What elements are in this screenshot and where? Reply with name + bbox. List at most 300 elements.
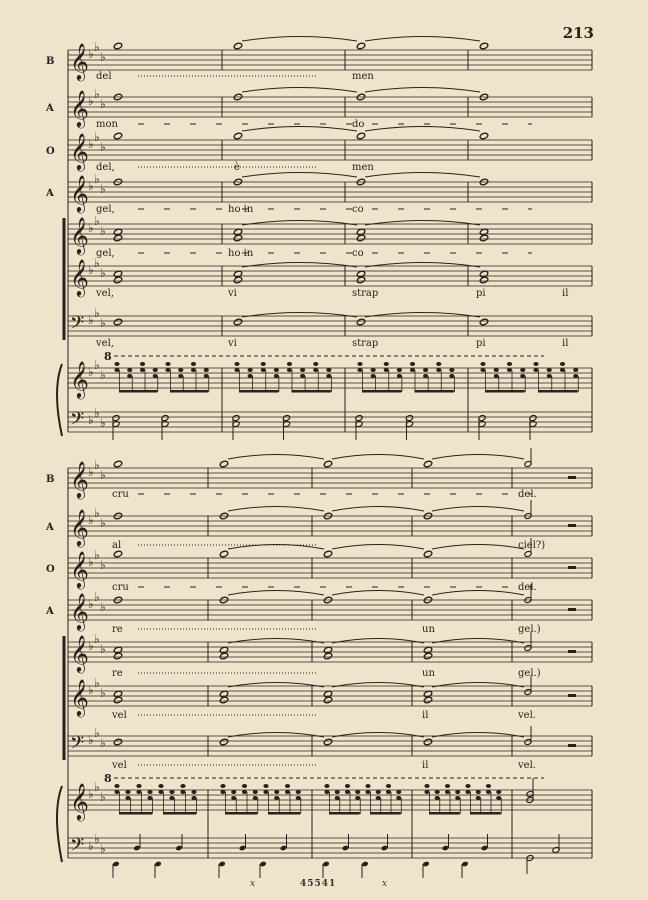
piano-note [436,368,441,372]
piano-note [410,362,415,366]
lyric-syllable: del [96,71,112,82]
lyric-syllable: del. [518,582,537,593]
whole-note [219,550,228,558]
whole-note [233,318,242,326]
whole-note [323,696,332,704]
piano-note [507,368,512,372]
piano-note [300,368,305,372]
treble-clef-icon: 𝄞 [70,508,89,546]
piano-note [423,374,428,378]
voice-label: B [46,56,55,67]
flat-icon: ♭ [94,590,100,604]
piano-note [285,784,290,788]
piano-note [449,368,454,372]
tie-arc [242,88,357,93]
flat-icon: ♭ [100,316,106,330]
flat-icon: ♭ [88,313,94,327]
piano-note [386,790,391,794]
treble-clef-icon: 𝄞 [70,216,89,254]
piano-note [396,796,401,800]
flat-icon: ♭ [100,790,106,804]
beam [268,812,300,815]
beam [362,390,401,393]
lyric-syllable: gel, [96,204,115,215]
piano-note [335,790,340,794]
piano-note [296,796,301,800]
piano-note [234,368,239,372]
piano-note [335,796,340,800]
piano-note [125,790,130,794]
flat-icon: ♭ [88,733,94,747]
piano-note [496,796,501,800]
bass-clef-icon: 𝄢 [70,313,85,338]
whole-note [423,652,432,660]
whole-note [423,460,432,468]
tie-arc [432,455,524,460]
flat-icon: ♭ [94,832,100,846]
lyric-syllable: vel, [96,288,114,299]
piano-note [435,790,440,794]
piano-note [165,362,170,366]
piano-note [436,362,441,366]
treble-clef-icon: 𝄞 [70,460,89,498]
whole-note [113,460,122,468]
piano-note [455,796,460,800]
piano-note [114,790,119,794]
whole-note [113,42,122,50]
piano-note [357,368,362,372]
tie-arc [228,455,324,460]
whole-note [233,276,242,284]
piano-note [480,362,485,366]
treble-clef-icon: 𝄞 [70,174,89,212]
piano-note [386,784,391,788]
flat-icon: ♭ [94,676,100,690]
flat-icon: ♭ [88,47,94,61]
piano-note [231,796,236,800]
lyric-syllable: vel [112,710,127,721]
piano-note [520,368,525,372]
piano-note [191,790,196,794]
piano-note [324,790,329,794]
flat-icon: ♭ [88,683,94,697]
piano-note [424,784,429,788]
flat-icon: ♭ [88,179,94,193]
piano-note [573,368,578,372]
lyric-syllable: ciel?) [518,540,546,551]
piano-note [114,368,119,372]
flat-icon: ♭ [100,468,106,482]
treble-clef-icon: 𝄞 [70,782,89,820]
flat-icon: ♭ [100,97,106,111]
flat-icon: ♭ [100,842,106,856]
piano-note [355,790,360,794]
piano-note [136,784,141,788]
lyric-syllable: men [352,71,374,82]
piano-note [114,362,119,366]
piano-note [365,790,370,794]
piano-note [533,362,538,366]
flat-icon: ♭ [88,221,94,235]
half-rest [568,566,576,569]
lyric-syllable: è [234,162,240,173]
beam [225,812,257,815]
piano-note [140,368,145,372]
whole-note [113,550,122,558]
voice-label: A [46,606,54,617]
voice-label: O [46,146,55,157]
piano-note [486,784,491,788]
piano-note [371,368,376,372]
treble-clef-icon: 𝄞 [70,42,89,80]
beam [239,390,278,393]
flat-icon: ♭ [94,506,100,520]
piano-note [355,796,360,800]
piano-note [480,368,485,372]
lyric-syllable: strap [352,288,379,299]
flat-icon: ♭ [100,140,106,154]
vocal-staff [68,600,592,620]
piano-note [114,784,119,788]
vocal-staff [68,140,592,160]
whole-note [113,696,122,704]
lyric-syllable: re [112,668,123,679]
flat-icon: ♭ [94,406,100,420]
flat-icon: ♭ [94,306,100,320]
flat-icon: ♭ [94,214,100,228]
treble-clef-icon: 𝄞 [70,678,89,716]
piano-note [507,362,512,366]
piano-note [445,790,450,794]
half-rest [568,476,576,479]
lyric-syllable: vi [228,338,237,349]
whole-note [323,738,332,746]
piano-note [560,368,565,372]
tie-arc [228,507,324,512]
piano-note [384,362,389,366]
lyric-syllable: il [422,710,429,721]
lyric-syllable: strap [352,338,379,349]
lyric-syllable: cru [112,582,129,593]
piano-treble-staff [68,790,592,810]
vocal-staff [68,516,592,536]
piano-note [449,374,454,378]
flat-icon: ♭ [100,736,106,750]
piano-note [191,362,196,366]
flat-icon: ♭ [88,137,94,151]
treble-clef-icon: 𝄞 [70,592,89,630]
piano-note [274,796,279,800]
voice-label: O [46,564,55,575]
piano-note [261,368,266,372]
piano-note [410,368,415,372]
tie-arc [332,591,424,596]
lyric-syllable: un [422,624,435,635]
beam [329,812,360,815]
piano-note [180,790,185,794]
flat-icon: ♭ [100,416,106,430]
piano-note [147,790,152,794]
beam [470,812,501,815]
piano-note [178,374,183,378]
lyric-syllable: gel, [96,248,115,259]
lyric-syllable: un [422,668,435,679]
treble-clef-icon: 𝄞 [70,360,89,398]
piano-note [547,368,552,372]
piano-note [231,790,236,794]
whole-note [219,738,228,746]
footer-mark-left: x [250,879,257,889]
lyric-syllable: al [112,540,122,551]
flat-icon: ♭ [100,224,106,238]
piano-note [345,784,350,788]
piano-note [263,784,268,788]
beam [292,390,331,393]
piano-note [248,368,253,372]
flat-icon: ♭ [94,40,100,54]
whole-note [423,738,432,746]
tie-arc [228,591,324,596]
vocal-staff [68,266,592,286]
flat-icon: ♭ [100,642,106,656]
lyric-syllable: il [562,338,569,349]
piano-note [178,368,183,372]
whole-note [356,132,365,140]
flat-icon: ♭ [88,513,94,527]
flat-icon: ♭ [94,130,100,144]
piano-note [486,790,491,794]
piano-note [397,368,402,372]
piano-note [140,362,145,366]
tie-arc [332,455,424,460]
flat-icon: ♭ [94,458,100,472]
vocal-staff [68,182,592,202]
piano-note [397,374,402,378]
piano-note [158,784,163,788]
treble-clef-icon: 𝄞 [70,258,89,296]
whole-note [113,652,122,660]
whole-note [479,132,488,140]
whole-note [479,318,488,326]
whole-note [113,738,122,746]
piano-note [371,374,376,378]
half-rest [568,694,576,697]
piano-note [242,784,247,788]
footer-mark-right: x [382,879,389,889]
beam [485,390,525,393]
whole-note [323,550,332,558]
page-number: 213 [562,24,594,42]
lyric-syllable: gel.) [518,624,541,635]
piano-note [476,790,481,794]
tie-arc [332,507,424,512]
beam [415,390,454,393]
flat-icon: ♭ [88,365,94,379]
piano-note [261,362,266,366]
treble-clef-icon: 𝄞 [70,89,89,127]
lyric-syllable: co [352,248,364,259]
lyric-syllable: vel. [518,710,536,721]
piano-note [560,362,565,366]
flat-icon: ♭ [100,686,106,700]
beam [119,812,152,815]
flat-icon: ♭ [88,94,94,108]
treble-clef-icon: 𝄞 [70,132,89,170]
whole-note [356,276,365,284]
piano-note [169,796,174,800]
piano-note [435,796,440,800]
whole-note [219,460,228,468]
piano-note [533,368,538,372]
tie-arc [242,37,357,42]
whole-note [219,652,228,660]
piano-note [496,790,501,794]
whole-note [356,42,365,50]
piano-brace [57,786,62,862]
flat-icon: ♭ [94,632,100,646]
flat-icon: ♭ [100,368,106,382]
piano-note [396,790,401,794]
piano-note [242,790,247,794]
lyric-syllable: vel, [96,338,114,349]
voice-label: B [46,474,55,485]
piano-note [158,790,163,794]
whole-note [423,550,432,558]
piano-note [376,790,381,794]
piano-note [547,374,552,378]
whole-note [113,318,122,326]
flat-icon: ♭ [100,266,106,280]
piano-note [384,368,389,372]
piano-note [313,368,318,372]
vocal-staff [68,97,592,117]
piano-note [136,790,141,794]
whole-note [233,132,242,140]
piano-note [465,784,470,788]
lyric-syllable: pi [476,338,486,349]
piano-note [455,790,460,794]
voice-label: A [46,103,54,114]
flat-icon: ♭ [88,263,94,277]
piano-note [324,784,329,788]
lyric-syllable: do [352,119,365,130]
piano-note [287,362,292,366]
whole-note [323,652,332,660]
bass-clef-icon: 𝄢 [70,835,85,860]
piano-note [127,374,132,378]
flat-icon: ♭ [88,787,94,801]
lyric-syllable: gel.) [518,668,541,679]
piano-note [423,368,428,372]
piano-note [274,790,279,794]
ottava-mark: 8 [104,350,112,363]
piano-note [326,368,331,372]
vocal-staff [68,224,592,244]
tie-arc [332,545,424,550]
piano-note [248,374,253,378]
tie-arc [432,507,524,512]
piano-note [125,796,130,800]
piano-note [345,790,350,794]
lyric-syllable: vel. [518,760,536,771]
lyric-syllable: ho in [228,248,254,259]
beam [370,812,401,815]
flat-icon: ♭ [94,87,100,101]
piano-note [153,374,158,378]
half-rest [568,524,576,527]
lyric-syllable: ho in [228,204,254,215]
flat-icon: ♭ [100,516,106,530]
beam [429,812,460,815]
flat-icon: ♭ [94,548,100,562]
beam [538,390,578,393]
flat-icon: ♭ [94,358,100,372]
piano-note [191,368,196,372]
tie-arc [432,545,524,550]
tie-arc [365,127,480,132]
piano-note [220,790,225,794]
piano-note [445,784,450,788]
whole-note [113,276,122,284]
piano-note [313,362,318,366]
piano-note [263,790,268,794]
piano-note [300,374,305,378]
lyric-syllable: il [422,760,429,771]
whole-note [113,132,122,140]
whole-note [219,696,228,704]
vocal-staff [68,316,592,336]
piano-note [180,784,185,788]
flat-icon: ♭ [100,600,106,614]
piano-note [573,374,578,378]
whole-note [423,696,432,704]
piano-note [476,796,481,800]
lyric-syllable: re [112,624,123,635]
flat-icon: ♭ [100,182,106,196]
piano-brace [57,364,62,436]
ottava-mark: 8 [104,772,112,785]
tie-arc [432,591,524,596]
flat-icon: ♭ [88,413,94,427]
piano-note [127,368,132,372]
tie-arc [365,37,480,42]
flat-icon: ♭ [88,639,94,653]
beam [119,390,157,393]
lyric-syllable: co [352,204,364,215]
treble-clef-icon: 𝄞 [70,550,89,588]
half-rest [568,608,576,611]
whole-note [233,234,242,242]
vocal-staff [68,468,592,488]
tie-arc [365,173,480,178]
piano-note [465,790,470,794]
flat-icon: ♭ [88,555,94,569]
piano-note [285,790,290,794]
whole-note [356,318,365,326]
beam [170,390,208,393]
beam [163,812,196,815]
piano-note [169,790,174,794]
piano-note [296,790,301,794]
flat-icon: ♭ [100,50,106,64]
flat-icon: ♭ [88,465,94,479]
flat-icon: ♭ [94,172,100,186]
piano-bass-staff [68,412,592,432]
piano-note [520,374,525,378]
whole-note [323,460,332,468]
plate-number: 45541 [300,879,337,889]
half-rest [568,650,576,653]
